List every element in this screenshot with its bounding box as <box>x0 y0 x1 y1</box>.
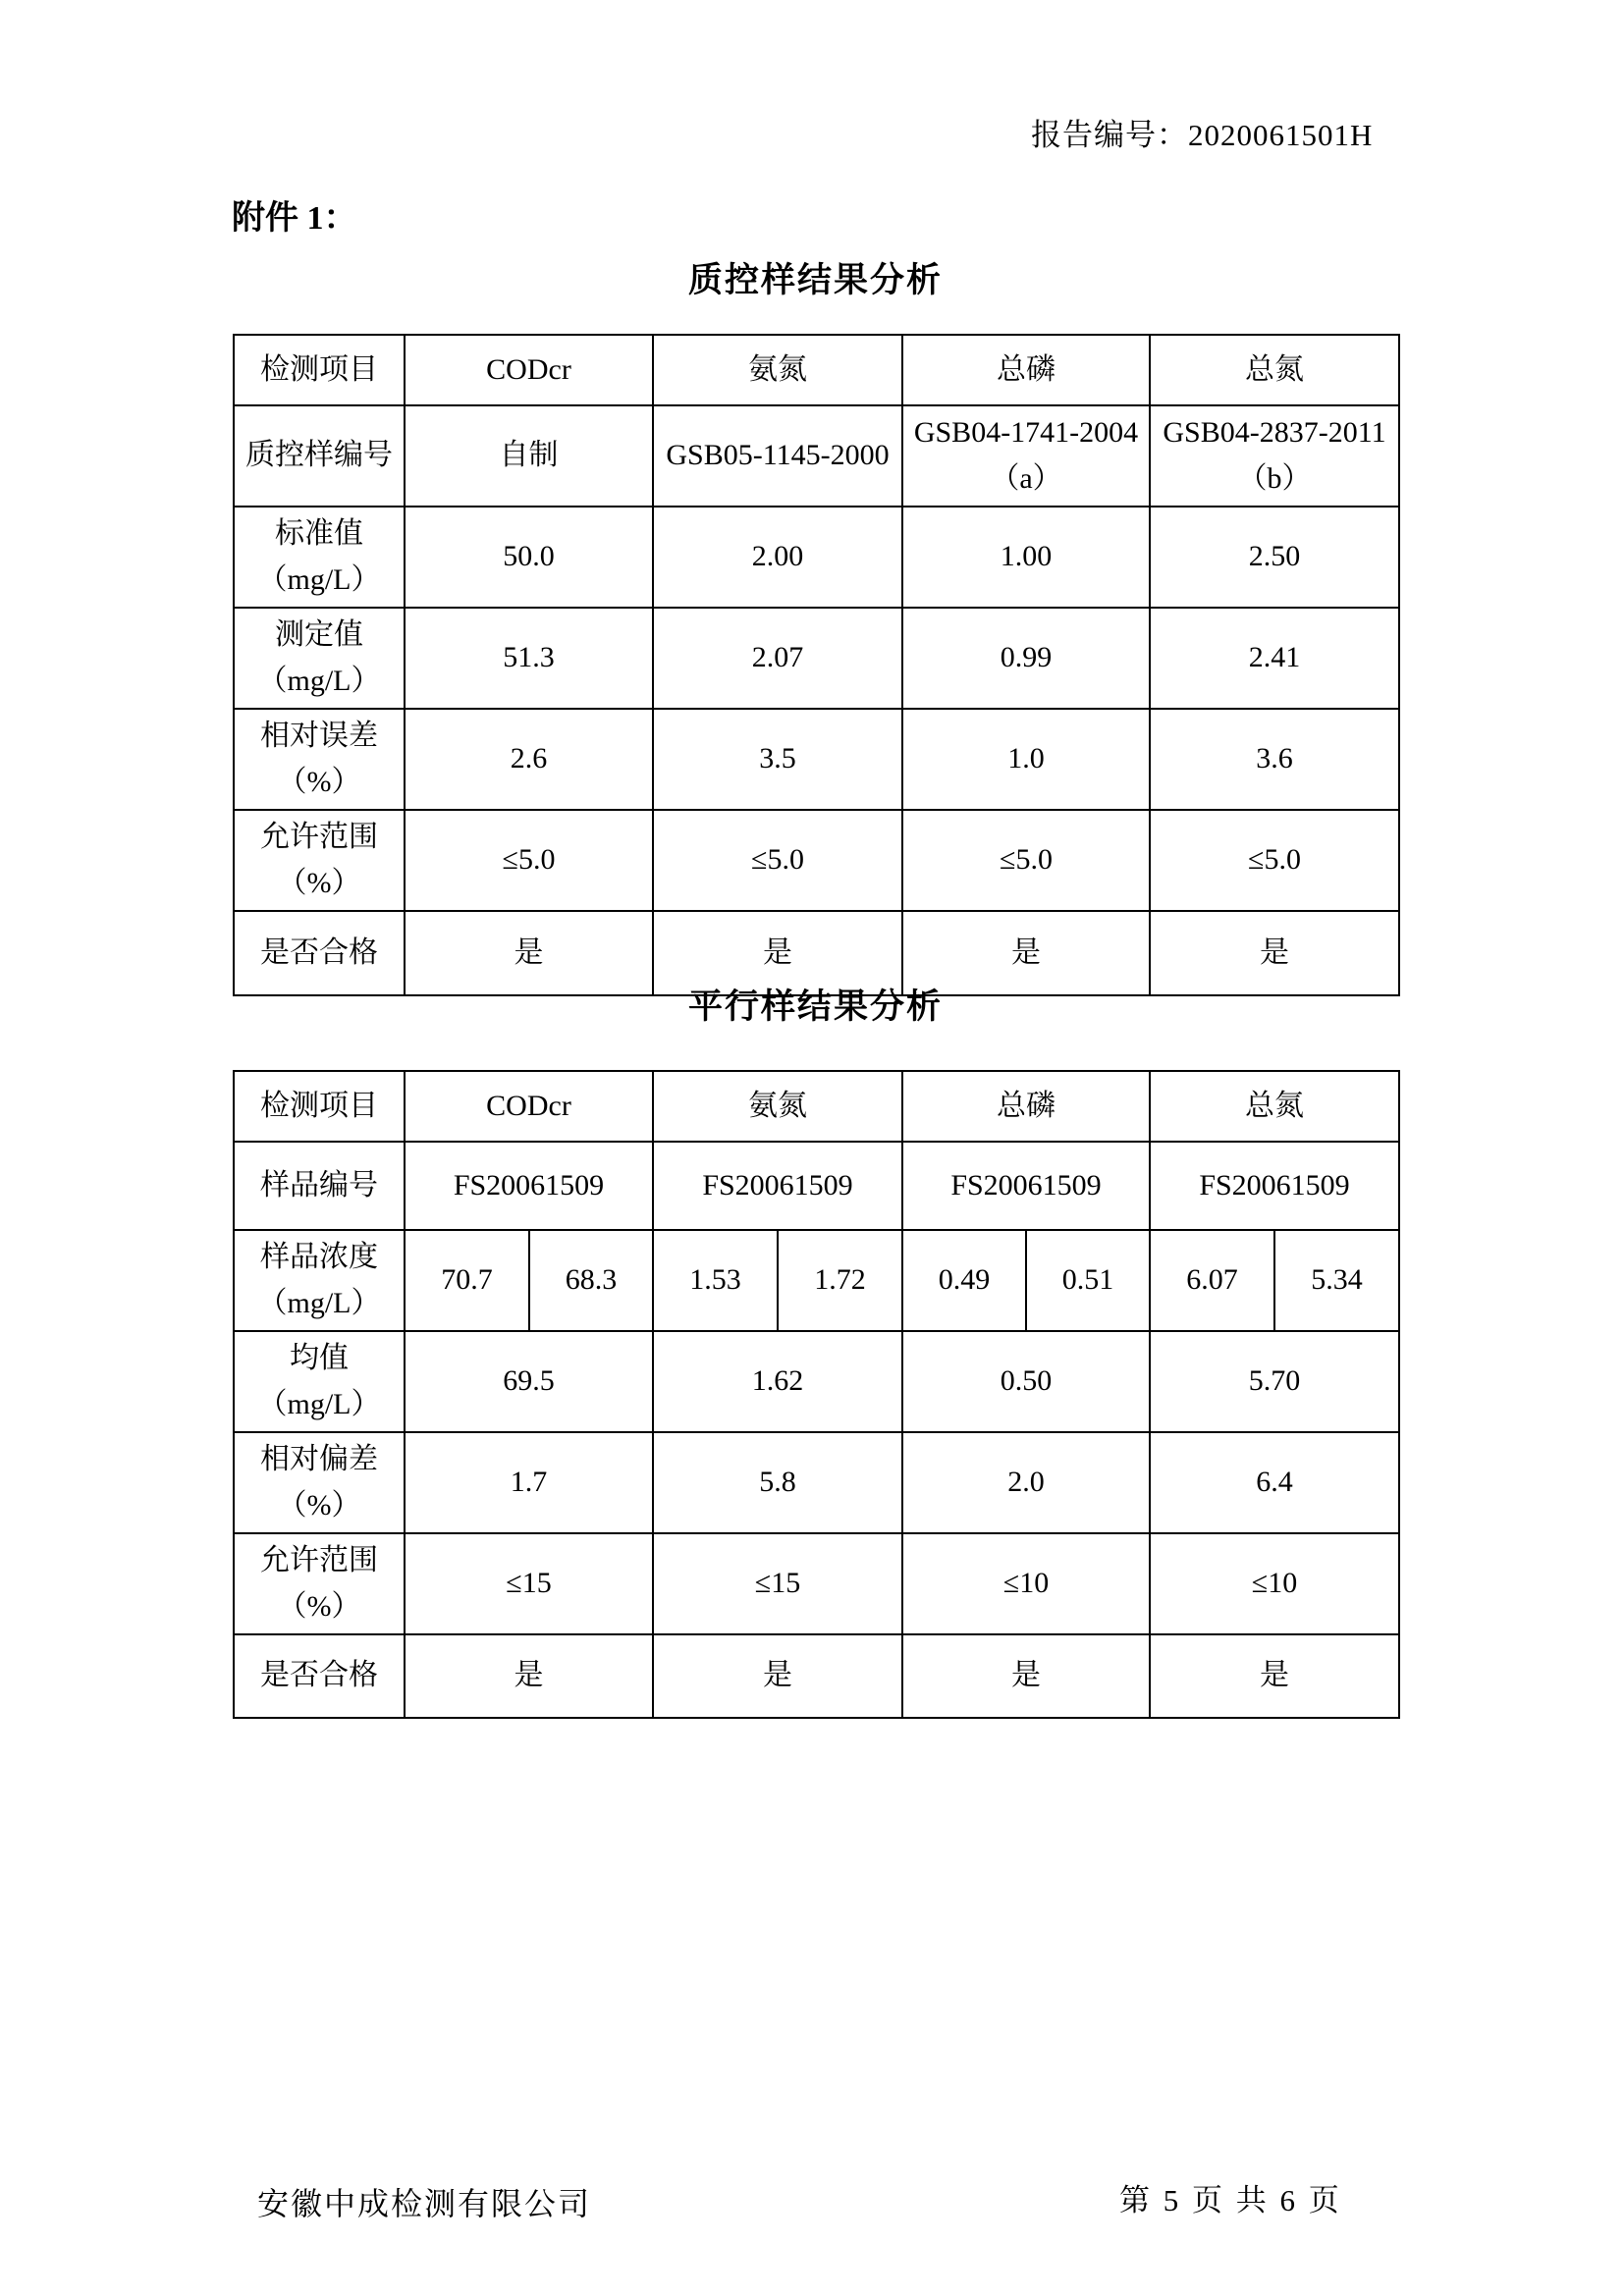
cell-value: 1.7 <box>405 1432 653 1533</box>
cell-value: 是 <box>405 911 653 995</box>
cell-value: 1.72 <box>778 1230 902 1331</box>
qc-table <box>233 334 1400 996</box>
parallel-row-sample-id <box>234 1142 1399 1230</box>
parallel-table-title: 平行样结果分析 <box>687 988 943 1026</box>
qc-row-relative-error <box>234 709 1399 810</box>
parallel-header-row <box>234 1071 1399 1142</box>
cell-value: 0.51 <box>1026 1230 1150 1331</box>
cell-value: 1.62 <box>653 1331 902 1432</box>
cell-value: 1.53 <box>653 1230 778 1331</box>
cell-value: FS20061509 <box>902 1142 1150 1230</box>
cell-value: 2.0 <box>902 1432 1150 1533</box>
row-label: 质控样编号 <box>234 405 405 507</box>
footer-company-name: 安徽中成检测有限公司 <box>257 2186 592 2221</box>
cell-value: ≤5.0 <box>405 810 653 911</box>
cell-value: ≤15 <box>653 1533 902 1634</box>
cell-value: 1.00 <box>902 507 1150 608</box>
attachment-label: 附件 1： <box>232 200 357 237</box>
qc-column-header: 氨氮 <box>653 335 902 405</box>
cell-value: 50.0 <box>405 507 653 608</box>
cell-value: 是 <box>902 911 1150 995</box>
qc-column-header: 总磷 <box>902 335 1150 405</box>
row-label: 是否合格 <box>234 911 405 995</box>
cell-value: 68.3 <box>529 1230 653 1331</box>
cell-value: 3.5 <box>653 709 902 810</box>
parallel-row-concentration <box>234 1230 1399 1331</box>
cell-value: 5.8 <box>653 1432 902 1533</box>
cell-value: 2.6 <box>405 709 653 810</box>
qc-row-standard-value <box>234 507 1399 608</box>
cell-value: 0.99 <box>902 608 1150 709</box>
cell-value: 5.70 <box>1150 1331 1399 1432</box>
cell-value: 6.07 <box>1150 1230 1274 1331</box>
cell-value: 6.4 <box>1150 1432 1399 1533</box>
parallel-row-relative-deviation <box>234 1432 1399 1533</box>
row-label: 相对误差 （%） <box>234 709 405 810</box>
parallel-corner-header: 检测项目 <box>234 1071 405 1142</box>
qc-row-sample-id <box>234 405 1399 507</box>
cell-value: ≤15 <box>405 1533 653 1634</box>
cell-value: FS20061509 <box>653 1142 902 1230</box>
row-label: 允许范围 （%） <box>234 810 405 911</box>
cell-value: ≤10 <box>902 1533 1150 1634</box>
cell-value: ≤10 <box>1150 1533 1399 1634</box>
qc-row-measured-value <box>234 608 1399 709</box>
row-label: 测定值 （mg/L） <box>234 608 405 709</box>
parallel-column-header: 总氮 <box>1150 1071 1399 1142</box>
cell-value: FS20061509 <box>405 1142 653 1230</box>
cell-value: GSB04-2837-2011（b） <box>1150 405 1399 507</box>
parallel-row-mean <box>234 1331 1399 1432</box>
row-label: 样品浓度 （mg/L） <box>234 1230 405 1331</box>
cell-value: 2.00 <box>653 507 902 608</box>
cell-value: 是 <box>653 911 902 995</box>
report-number: 报告编号：2020061501H <box>1031 118 1374 152</box>
cell-value: 3.6 <box>1150 709 1399 810</box>
parallel-column-header: 总磷 <box>902 1071 1150 1142</box>
cell-value: 0.50 <box>902 1331 1150 1432</box>
qc-header-row <box>234 335 1399 405</box>
cell-value: 自制 <box>405 405 653 507</box>
cell-value: 5.34 <box>1274 1230 1399 1331</box>
parallel-table <box>233 1070 1400 1719</box>
qc-column-header: CODcr <box>405 335 653 405</box>
cell-value: 2.50 <box>1150 507 1399 608</box>
row-label: 标准值 （mg/L） <box>234 507 405 608</box>
parallel-row-qualified <box>234 1634 1399 1718</box>
qc-corner-header: 检测项目 <box>234 335 405 405</box>
parallel-row-allowed-range <box>234 1533 1399 1634</box>
cell-value: 是 <box>902 1634 1150 1718</box>
cell-value: 70.7 <box>405 1230 529 1331</box>
cell-value: 0.49 <box>902 1230 1026 1331</box>
cell-value: 2.07 <box>653 608 902 709</box>
row-label: 相对偏差 （%） <box>234 1432 405 1533</box>
footer-page-number: 第 5 页 共 6 页 <box>1119 2183 1342 2217</box>
cell-value: 51.3 <box>405 608 653 709</box>
row-label: 均值 （mg/L） <box>234 1331 405 1432</box>
qc-table-title: 质控样结果分析 <box>687 261 943 299</box>
cell-value: ≤5.0 <box>1150 810 1399 911</box>
cell-value: 是 <box>653 1634 902 1718</box>
cell-value: 69.5 <box>405 1331 653 1432</box>
cell-value: 是 <box>1150 1634 1399 1718</box>
cell-value: 2.41 <box>1150 608 1399 709</box>
qc-column-header: 总氮 <box>1150 335 1399 405</box>
cell-value: ≤5.0 <box>653 810 902 911</box>
cell-value: ≤5.0 <box>902 810 1150 911</box>
parallel-column-header: CODcr <box>405 1071 653 1142</box>
row-label: 允许范围 （%） <box>234 1533 405 1634</box>
cell-value: 是 <box>405 1634 653 1718</box>
parallel-column-header: 氨氮 <box>653 1071 902 1142</box>
cell-value: GSB05-1145-2000 <box>653 405 902 507</box>
row-label: 是否合格 <box>234 1634 405 1718</box>
cell-value: GSB04-1741-2004（a） <box>902 405 1150 507</box>
row-label: 样品编号 <box>234 1142 405 1230</box>
cell-value: 1.0 <box>902 709 1150 810</box>
cell-value: FS20061509 <box>1150 1142 1399 1230</box>
cell-value: 是 <box>1150 911 1399 995</box>
qc-row-allowed-range <box>234 810 1399 911</box>
